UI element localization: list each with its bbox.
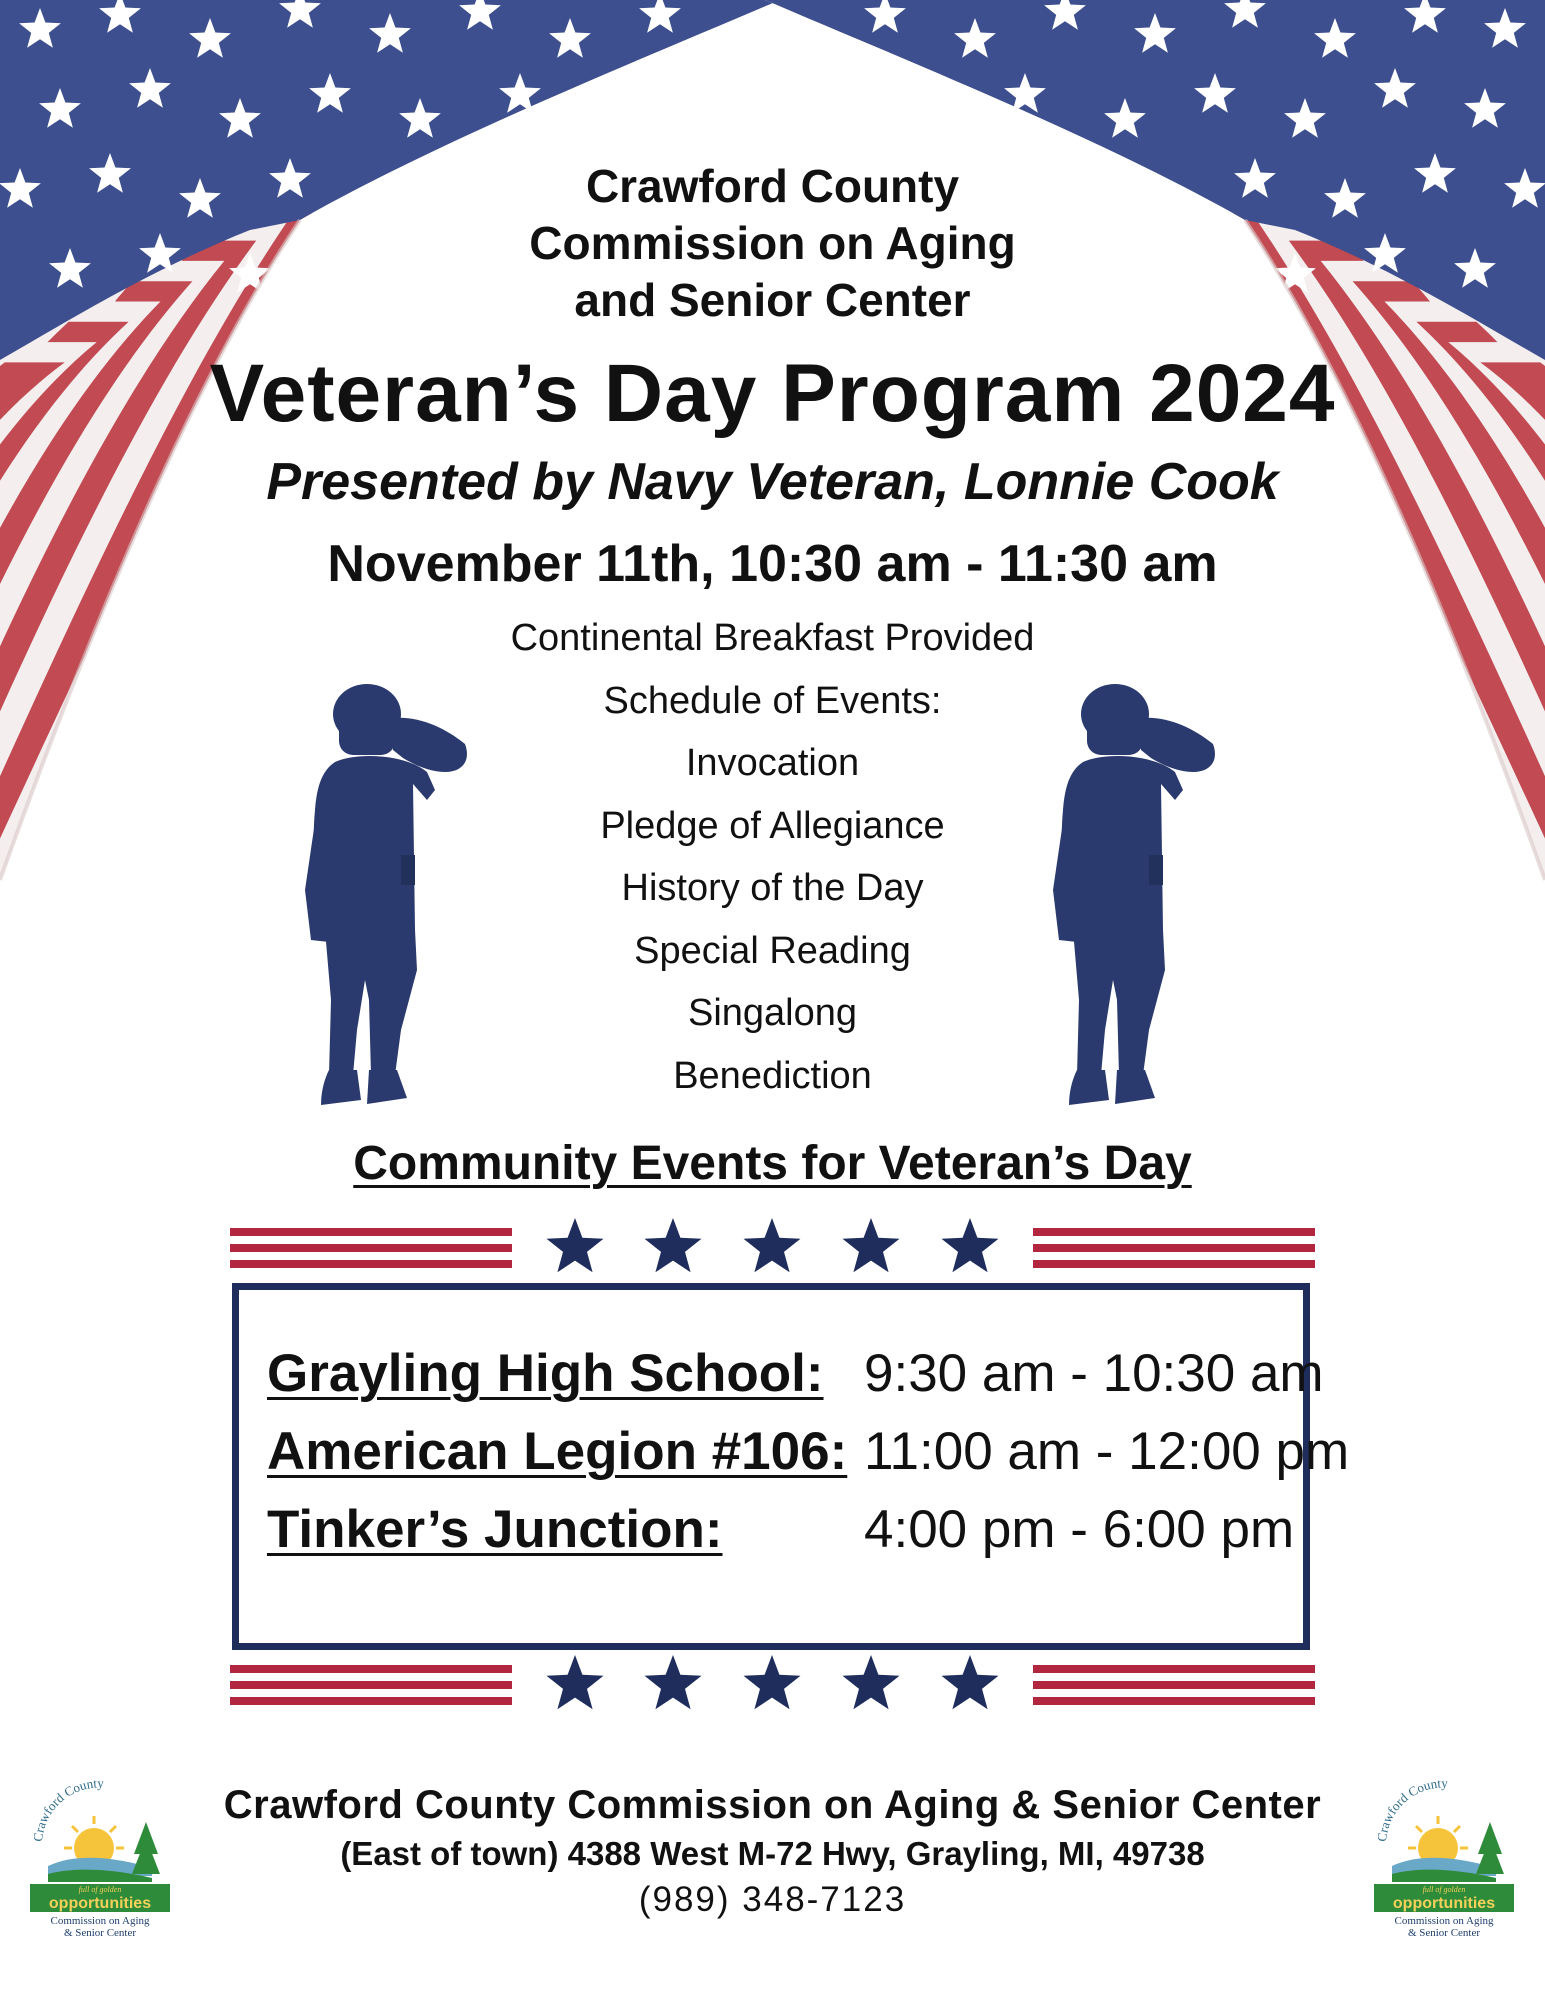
logo-tagline: opportunities xyxy=(48,1895,152,1912)
star-icon xyxy=(645,1655,702,1709)
footer-address: (East of town) 4388 West M-72 Hwy, Grayling, MI, 49738 xyxy=(340,1835,1205,1872)
community-events-title: Community Events for Veteran’s Day xyxy=(353,1137,1192,1190)
org-name-line-2: Commission on Aging xyxy=(529,217,1016,269)
saluting-soldier-icon xyxy=(295,680,480,1115)
presenter-line: Presented by Navy Veteran, Lonnie Cook xyxy=(266,453,1279,511)
star-icon xyxy=(547,1218,604,1272)
logo-tagline: opportunities xyxy=(1392,1895,1496,1912)
stars-stripes-banner-top xyxy=(230,1218,1315,1278)
logo-caption-2: & Senior Center xyxy=(1407,1927,1481,1938)
stars-stripes-banner-bottom xyxy=(230,1655,1315,1715)
star-icon xyxy=(942,1218,999,1272)
schedule-item: History of the Day xyxy=(621,867,924,909)
schedule-item: Invocation xyxy=(685,742,860,784)
star-icon xyxy=(744,1655,801,1709)
logo-caption-1: Commission on Aging xyxy=(1394,1915,1494,1927)
star-icon xyxy=(645,1218,702,1272)
logo-caption-2: & Senior Center xyxy=(63,1927,137,1938)
star-icon xyxy=(843,1655,900,1709)
org-name-line-1: Crawford County xyxy=(585,160,960,212)
community-events-box xyxy=(232,1283,1350,1650)
star-icon xyxy=(843,1218,900,1272)
event-time: 9:30 am - 10:30 am xyxy=(864,1344,1324,1403)
logo-tagline-small: full of golden xyxy=(78,1885,122,1894)
star-icon xyxy=(547,1655,604,1709)
schedule-item: Singalong xyxy=(687,992,858,1034)
schedule-item: Pledge of Allegiance xyxy=(600,805,945,847)
schedule-item: Special Reading xyxy=(634,930,911,972)
schedule-heading: Schedule of Events: xyxy=(603,680,942,722)
logo-arc-text: Crawford County xyxy=(1373,1778,1448,1843)
event-time: 11:00 am - 12:00 pm xyxy=(864,1422,1350,1481)
program-date-time: November 11th, 10:30 am - 11:30 am xyxy=(327,535,1218,593)
senior-center-logo xyxy=(28,1778,174,1938)
logo-caption-1: Commission on Aging xyxy=(50,1915,150,1927)
footer-org-name: Crawford County Commission on Aging & Senior Center xyxy=(223,1783,1322,1827)
footer-phone: (989) 348-7123 xyxy=(638,1880,907,1919)
event-location: Tinker’s Junction: xyxy=(267,1500,723,1559)
org-name-line-3: and Senior Center xyxy=(574,274,971,326)
program-title: Veteran’s Day Program 2024 xyxy=(209,348,1336,439)
saluting-soldier-icon xyxy=(1043,680,1228,1115)
senior-center-logo xyxy=(1372,1778,1518,1938)
logo-arc-text: Crawford County xyxy=(29,1778,104,1843)
logo-tagline-small: full of golden xyxy=(1422,1885,1466,1894)
star-icon xyxy=(744,1218,801,1272)
breakfast-note: Continental Breakfast Provided xyxy=(510,617,1035,659)
schedule-item: Benediction xyxy=(673,1055,872,1097)
event-location: Grayling High School: xyxy=(267,1344,824,1403)
star-icon xyxy=(942,1655,999,1709)
event-time: 4:00 pm - 6:00 pm xyxy=(864,1500,1295,1559)
event-location: American Legion #106: xyxy=(267,1422,848,1481)
